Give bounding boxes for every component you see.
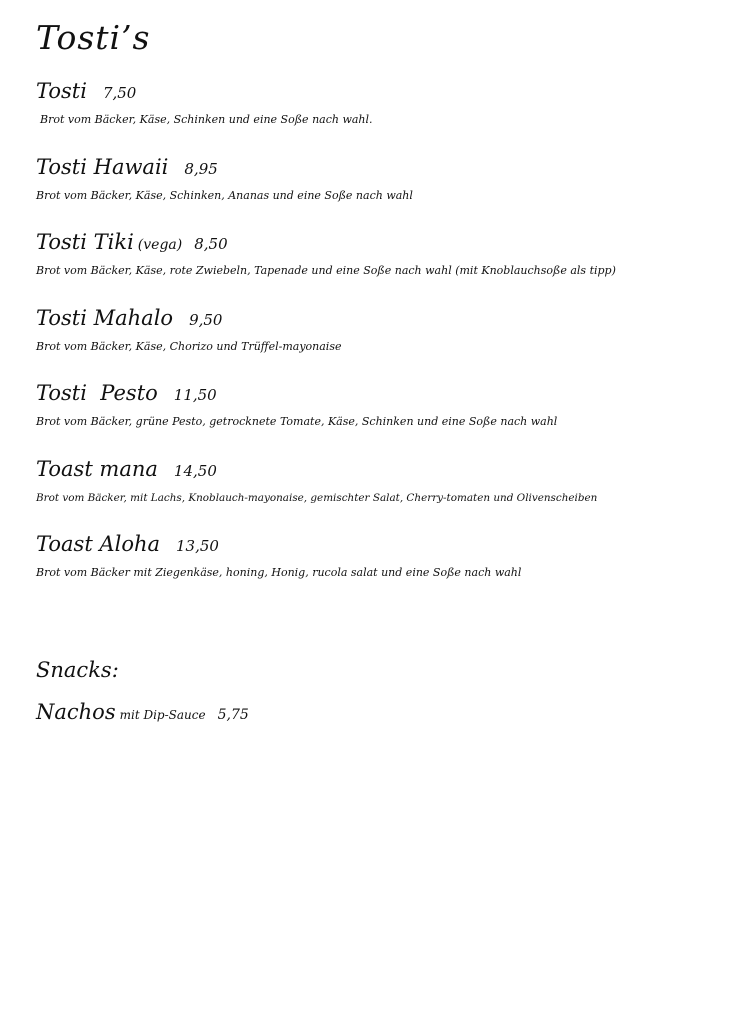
menu-item-price: 8,95 (184, 160, 218, 178)
menu-item-header (36, 154, 726, 183)
menu-item-name: Toast mana (36, 457, 158, 481)
menu-item-description: Brot vom Bäcker mit Ziegenkäse, honing, Honig, rucola salat und eine Soße nach wahl (36, 566, 522, 579)
snacks-heading: Snacks: (36, 658, 119, 682)
menu-item-name: Tosti Tiki (36, 230, 134, 254)
menu-title: Tosti’s (36, 18, 151, 57)
menu-item-header (36, 456, 726, 485)
menu-item-header (36, 531, 726, 560)
menu-item-toast-mana (36, 456, 726, 505)
menu-item-description: Brot vom Bäcker, grüne Pesto, getrocknete Tomate, Käse, Schinken und eine Soße nach wahl (36, 415, 558, 428)
menu-item-tosti (36, 78, 726, 127)
menu-item-name: Tosti (36, 79, 87, 103)
menu-item-description: Brot vom Bäcker, Käse, Chorizo und Trüffel-mayonaise (36, 340, 342, 353)
snack-item-nachos (36, 700, 249, 724)
menu-item-toast-aloha (36, 531, 726, 580)
menu-item-name: Tosti Hawaii (36, 155, 169, 179)
menu-item-tag: (vega) (137, 237, 183, 253)
menu-item-price: 11,50 (173, 386, 217, 404)
menu-item-price: 9,50 (189, 311, 223, 329)
menu-item-name: Toast Aloha (36, 532, 161, 556)
menu-item-header (36, 380, 726, 409)
menu-item-price: 13,50 (176, 537, 219, 555)
menu-item-price: 14,50 (173, 462, 217, 480)
menu-item-description: Brot vom Bäcker, mit Lachs, Knoblauch-mayonaise, gemischter Salat, Cherry-tomaten und Olivenscheiben (36, 492, 598, 504)
menu-item-header (36, 78, 726, 107)
menu-item-description: Brot vom Bäcker, Käse, Schinken und eine Soße nach wahl. (40, 113, 373, 126)
snack-item-price: 5,75 (217, 707, 249, 723)
menu-item-tosti-hawaii (36, 154, 726, 203)
menu-item-tosti-pesto (36, 380, 726, 429)
menu-item-description: Brot vom Bäcker, Käse, rote Zwiebeln, Tapenade und eine Soße nach wahl (mit Knoblauchsoße als tipp) (36, 264, 616, 277)
menu-item-name: Tosti Pesto (36, 381, 158, 405)
menu-item-name: Tosti Mahalo (36, 306, 174, 330)
menu-item-header (36, 229, 726, 258)
snack-item-note: mit Dip-Sauce (119, 708, 206, 722)
menu-item-tosti-tiki (36, 229, 726, 278)
menu-item-tosti-mahalo (36, 305, 726, 354)
menu-item-header (36, 305, 726, 334)
menu-item-price: 7,50 (102, 84, 137, 102)
menu-item-description: Brot vom Bäcker, Käse, Schinken, Ananas und eine Soße nach wahl (36, 189, 413, 202)
snack-item-name: Nachos (36, 700, 116, 724)
menu-item-price: 8,50 (194, 235, 228, 253)
